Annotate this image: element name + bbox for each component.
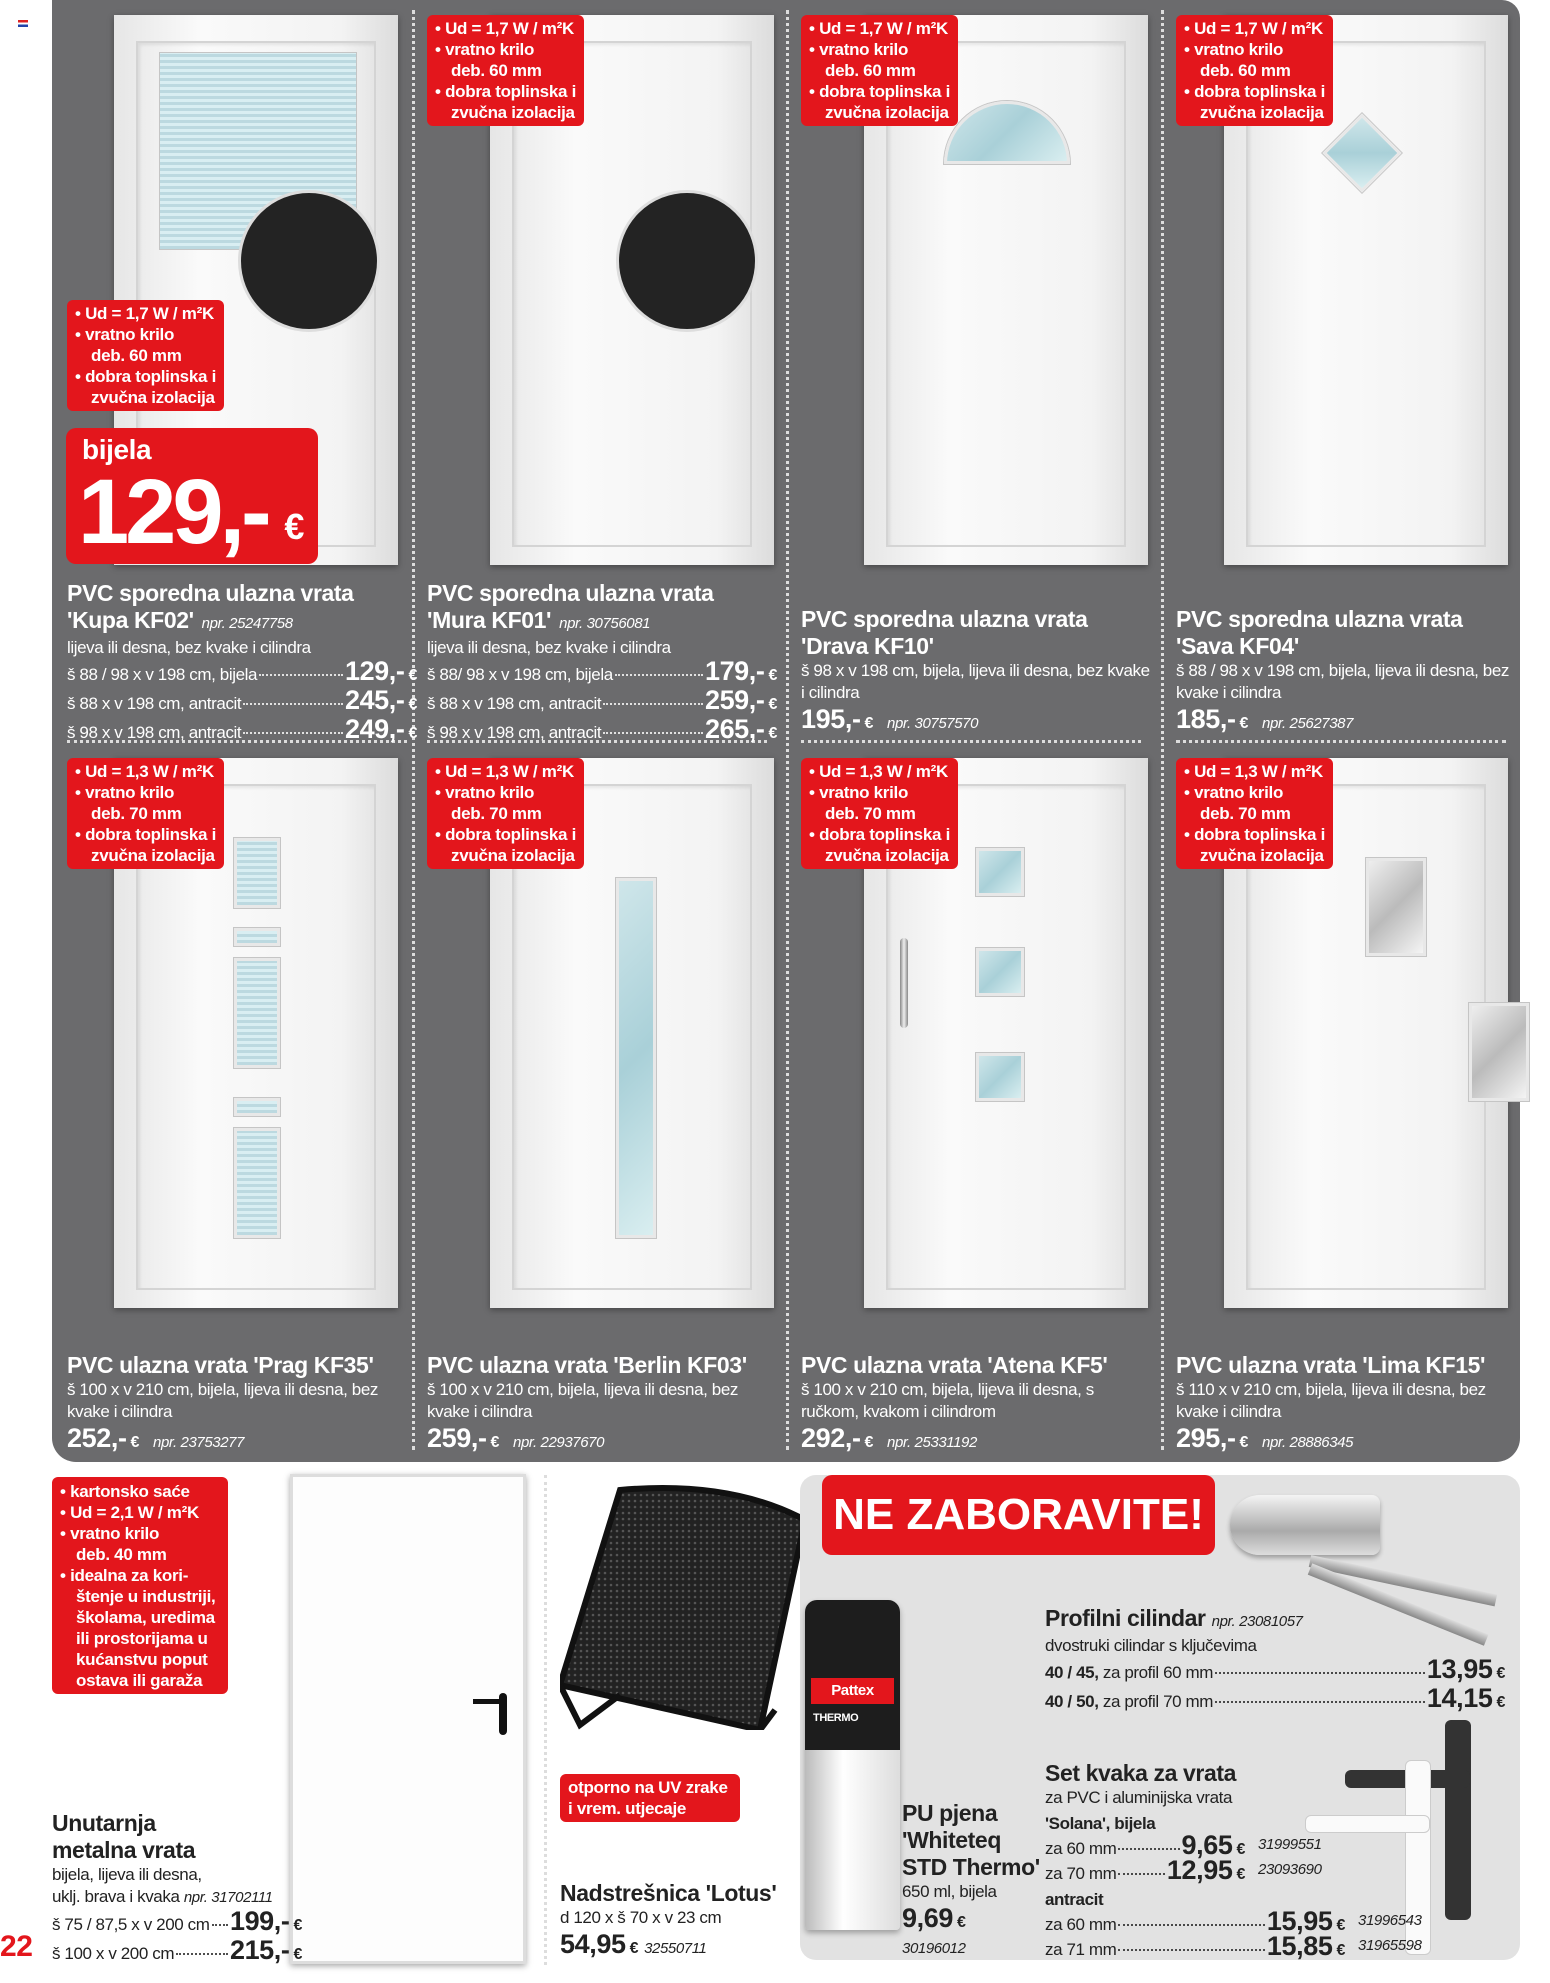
variant-label: š 88 / 98 x v 198 cm, bijela: [67, 665, 258, 684]
badge-line: • dobra toplinska i: [75, 825, 216, 844]
badge-text: vratno krilo: [1194, 40, 1284, 59]
badge-line: • Ud = 1,3 W / m²K: [1184, 762, 1323, 781]
currency: €: [1496, 1694, 1505, 1711]
variant-label: š 75 / 87,5 x v 200 cm: [52, 1915, 210, 1934]
badge-line: • vratno krilo: [75, 783, 175, 802]
badge-text: ili prostorijama u: [76, 1629, 208, 1648]
currency: €: [408, 696, 417, 713]
badge-text: dobra toplinska i: [445, 82, 576, 101]
currency: €: [1239, 715, 1249, 732]
badge-text: dobra toplinska i: [85, 367, 216, 386]
badge-text: deb. 70 mm: [91, 804, 182, 823]
product-title: Unutarnja: [52, 1810, 156, 1836]
product-code: npr. 30757570: [887, 715, 979, 732]
product-price: 185,-: [1176, 704, 1236, 734]
badge-text: Ud = 1,3 W / m²K: [445, 762, 574, 781]
badge-line: [809, 60, 950, 81]
badge-line: • Ud = 1,3 W / m²K: [75, 762, 214, 781]
product-info: [1176, 606, 1526, 739]
badge-text: dobra toplinska i: [1194, 825, 1325, 844]
badge-text: zvučna izolacija: [825, 846, 949, 865]
price-tag-currency: €: [284, 506, 304, 547]
badge-line: • dobra toplinska i: [435, 82, 576, 101]
variant-label: za 71 mm: [1045, 1940, 1117, 1959]
currency: €: [293, 1946, 302, 1963]
badge-text: vratno krilo: [85, 325, 175, 344]
product-desc: dvostruki cilindar s ključevima: [1045, 1636, 1257, 1655]
product-code: 30196012: [902, 1940, 966, 1957]
product-code: npr. 30756081: [559, 615, 651, 632]
product-title: PVC sporedna ulazna vrata: [67, 580, 354, 606]
product-desc: lijeva ili desna, bez kvake i cilindra: [67, 638, 311, 657]
variant-label: za profil 60 mm: [1098, 1663, 1214, 1682]
product-desc: 650 ml, bijela: [902, 1882, 997, 1901]
variant-label: š 88/ 98 x v 198 cm, bijela: [427, 665, 613, 684]
badge-text: vratno krilo: [445, 783, 535, 802]
foam-can-image: [805, 1600, 900, 1930]
badge-line: • dobra toplinska i: [1184, 825, 1325, 844]
price-tag-value: 129,-: [78, 461, 268, 563]
featured-price-tag: [66, 428, 318, 564]
product-code: npr. 25247758: [201, 615, 293, 632]
badge-line: • vratno krilo: [809, 783, 909, 802]
variant-row: [67, 685, 417, 717]
product-desc: d 120 x š 70 x v 23 cm: [560, 1908, 722, 1927]
badge-text: Ud = 1,7 W / m²K: [445, 19, 574, 38]
badge-line: • idealna za kori-: [60, 1566, 189, 1585]
product-title: Nadstrešnica 'Lotus': [560, 1880, 777, 1906]
badge-text: dobra toplinska i: [85, 825, 216, 844]
currency: €: [408, 667, 417, 684]
variant-row: [427, 685, 777, 717]
variant-row: [67, 714, 417, 746]
product-title: PVC sporedna ulazna vrata: [801, 606, 1088, 632]
badge-text: vratno krilo: [70, 1524, 160, 1543]
product-code: npr. 28886345: [1262, 1434, 1354, 1451]
product-title: 'Kupa KF02': [67, 607, 194, 633]
badge-line: [435, 102, 576, 123]
badge-line: [75, 345, 216, 366]
variant-price: 179,-: [704, 656, 765, 686]
product-title: PVC ulazna vrata 'Berlin KF03': [427, 1352, 747, 1378]
product-price: 295,-: [1176, 1423, 1236, 1453]
badge-text: deb. 70 mm: [1200, 804, 1291, 823]
product-info: [67, 1352, 417, 1458]
features-badge: [427, 15, 584, 126]
currency: €: [1496, 1665, 1505, 1682]
product-desc: lijeva ili desna, bez kvake i cilindra: [427, 638, 671, 657]
variant-label: š 100 x v 200 cm: [52, 1944, 175, 1963]
currency: €: [1336, 1942, 1345, 1959]
features-badge: [801, 15, 958, 126]
product-price: 252,-: [67, 1423, 127, 1453]
badge-line: [75, 845, 216, 866]
product-code: npr. 23753277: [153, 1434, 245, 1451]
features-badge: [67, 300, 224, 411]
badge-text: vratno krilo: [445, 40, 535, 59]
cylinder-image: [1230, 1485, 1510, 1625]
currency: €: [768, 696, 777, 713]
product-title: 'Mura KF01': [427, 607, 552, 633]
product-info: [427, 580, 777, 746]
reminder-banner: NE ZABORAVITE!: [822, 1475, 1215, 1555]
badge-line: • vratno krilo: [75, 325, 175, 344]
variant-label: š 98 x v 198 cm, antracit: [67, 723, 242, 742]
badge-text: ostava ili garaža: [76, 1671, 203, 1690]
canopy-image: [560, 1480, 800, 1710]
page-number: 22: [0, 1930, 33, 1963]
product-info: [1176, 1352, 1526, 1458]
product-info: [67, 580, 417, 746]
features-badge: [427, 758, 584, 869]
badge-text: dobra toplinska i: [819, 82, 950, 101]
badge-text: deb. 60 mm: [451, 61, 542, 80]
badge-line: • Ud = 1,7 W / m²K: [809, 19, 948, 38]
badge-line: [1184, 102, 1325, 123]
canopy-info: [560, 1880, 800, 1964]
variant-row: [427, 714, 777, 746]
badge-text: zvučna izolacija: [451, 846, 575, 865]
badge-text: zvučna izolacija: [825, 103, 949, 122]
badge-text: vratno krilo: [1194, 783, 1284, 802]
handle-set-info: [1045, 1760, 1422, 1961]
product-code: 23093690: [1258, 1861, 1322, 1878]
door-handle-icon: [900, 938, 908, 1028]
variant-price: 259,-: [704, 685, 765, 715]
product-desc: š 110 x v 210 cm, bijela, lijeva ili desna, bez kvake i cilindra: [1176, 1380, 1486, 1421]
badge-line: • dobra toplinska i: [435, 825, 576, 844]
variant-price: 14,15: [1426, 1683, 1493, 1713]
badge-line: [60, 1544, 220, 1565]
variant-price: 15,95: [1266, 1906, 1333, 1936]
variant-price: 129,-: [344, 656, 405, 686]
badge-line: • Ud = 1,7 W / m²K: [435, 19, 574, 38]
badge-line: • vratno krilo: [435, 40, 535, 59]
variant-row: [1045, 1855, 1322, 1885]
badge-text: Ud = 1,3 W / m²K: [85, 762, 214, 781]
features-badge: [1176, 758, 1333, 869]
badge-text: zvučna izolacija: [1200, 103, 1324, 122]
product-code: npr. 22937670: [513, 1434, 605, 1451]
badge-text: zvučna izolacija: [1200, 846, 1324, 865]
badge-line: • dobra toplinska i: [809, 825, 950, 844]
currency: €: [629, 1940, 639, 1957]
badge-line: otporno na UV zrake: [568, 1778, 728, 1797]
badge-line: • dobra toplinska i: [809, 82, 950, 101]
badge-text: zvučna izolacija: [451, 103, 575, 122]
variant-row: [67, 656, 417, 688]
product-title: 'Sava KF04': [1176, 633, 1299, 659]
product-price: 292,-: [801, 1423, 861, 1453]
metal-door-features-badge: [52, 1477, 228, 1694]
badge-text: Ud = 1,3 W / m²K: [1194, 762, 1323, 781]
badge-line: [75, 387, 216, 408]
product-desc: uklj. brava i kvaka: [52, 1887, 180, 1906]
badge-text: vratno krilo: [819, 40, 909, 59]
badge-text: dobra toplinska i: [445, 825, 576, 844]
badge-line: • dobra toplinska i: [75, 367, 216, 386]
badge-line: [60, 1628, 220, 1649]
product-title: PVC ulazna vrata 'Prag KF35': [67, 1352, 374, 1378]
product-code: 31999551: [1258, 1836, 1322, 1853]
variant-row: [52, 1906, 302, 1938]
badge-text: Ud = 1,7 W / m²K: [819, 19, 948, 38]
product-desc: š 100 x v 210 cm, bijela, lijeva ili desna, bez kvake i cilindra: [67, 1380, 378, 1421]
product-title: 'Drava KF10': [801, 633, 934, 659]
badge-text: vratno krilo: [85, 783, 175, 802]
currency: €: [864, 1434, 874, 1451]
badge-line: [60, 1586, 220, 1607]
product-code: 31965598: [1358, 1937, 1422, 1954]
variant-size: 40 / 50,: [1045, 1692, 1099, 1711]
badge-text: Ud = 1,7 W / m²K: [85, 304, 214, 323]
product-info: [427, 1352, 777, 1458]
product-desc: bijela, lijeva ili desna,: [52, 1865, 202, 1884]
currency: €: [1336, 1917, 1345, 1934]
badge-line: [60, 1670, 220, 1691]
currency: €: [768, 667, 777, 684]
badge-text: deb. 40 mm: [76, 1545, 167, 1564]
product-title: Profilni cilindar: [1045, 1605, 1206, 1631]
foam-info: [902, 1800, 1042, 1960]
badge-line: • vratno krilo: [60, 1524, 160, 1543]
variant-price: 13,95: [1426, 1654, 1493, 1684]
flag-icon: [18, 20, 28, 27]
currency: €: [768, 725, 777, 742]
badge-line: [435, 845, 576, 866]
variant-group: 'Solana', bijela: [1045, 1814, 1156, 1833]
badge-text: vratno krilo: [819, 783, 909, 802]
variant-price: 199,-: [229, 1906, 290, 1936]
variant-price: 249,-: [344, 714, 405, 744]
badge-text: školama, uredima: [76, 1608, 215, 1627]
badge-line: [60, 1649, 220, 1670]
badge-text: kućanstvu poput: [76, 1650, 208, 1669]
badge-text: deb. 60 mm: [825, 61, 916, 80]
badge-text: kartonsko saće: [70, 1482, 190, 1501]
variant-price: 15,85: [1266, 1931, 1333, 1961]
foam-brand-logo: Pattex: [811, 1678, 894, 1704]
variant-price: 215,-: [229, 1935, 290, 1965]
badge-text: štenje u industriji,: [76, 1587, 216, 1606]
badge-line: [1184, 803, 1325, 824]
variant-row: [1045, 1931, 1422, 1961]
product-desc: za PVC i aluminijska vrata: [1045, 1788, 1233, 1807]
product-code: npr. 31702111: [183, 1889, 273, 1906]
product-code: npr. 23081057: [1211, 1613, 1303, 1630]
variant-group: antracit: [1045, 1890, 1104, 1909]
product-price: 54,95: [560, 1929, 626, 1959]
product-desc: š 100 x v 210 cm, bijela, lijeva ili desna, bez kvake i cilindra: [427, 1380, 738, 1421]
badge-text: dobra toplinska i: [819, 825, 950, 844]
badge-line: i vrem. utjecaje: [568, 1799, 687, 1818]
cylinder-info: [1045, 1605, 1505, 1715]
badge-line: • vratno krilo: [435, 783, 535, 802]
badge-line: [435, 60, 576, 81]
currency: €: [408, 725, 417, 742]
variant-label: za profil 70 mm: [1098, 1692, 1214, 1711]
badge-text: deb. 60 mm: [1200, 61, 1291, 80]
badge-line: • vratno krilo: [1184, 783, 1284, 802]
currency: €: [1236, 1866, 1245, 1883]
variant-price: 245,-: [344, 685, 405, 715]
badge-text: deb. 60 mm: [91, 346, 182, 365]
product-desc: š 98 x v 198 cm, bijela, lijeva ili desna, bez kvake i cilindra: [801, 661, 1150, 702]
variant-price: 265,-: [704, 714, 765, 744]
badge-line: • Ud = 2,1 W / m²K: [60, 1503, 199, 1522]
product-title: PVC sporedna ulazna vrata: [1176, 606, 1463, 632]
badge-line: • Ud = 1,3 W / m²K: [435, 762, 574, 781]
product-desc: š 100 x v 210 cm, bijela, lijeva ili desna, s ručkom, kvakom i cilindrom: [801, 1380, 1094, 1421]
product-info: [801, 606, 1151, 739]
product-title: 'Whiteteq: [902, 1827, 1001, 1853]
product-desc: š 88 / 98 x v 198 cm, bijela, lijeva ili desna, bez kvake i cilindra: [1176, 661, 1510, 702]
variant-label: za 60 mm: [1045, 1915, 1117, 1934]
badge-line: [809, 845, 950, 866]
badge-line: [435, 803, 576, 824]
badge-line: [809, 102, 950, 123]
product-code: npr. 25331192: [887, 1434, 977, 1451]
metal-door-image: [290, 1474, 526, 1964]
product-title: PVC ulazna vrata 'Lima KF15': [1176, 1352, 1486, 1378]
variant-label: š 98 x v 198 cm, antracit: [427, 723, 602, 742]
product-title: metalna vrata: [52, 1837, 196, 1863]
product-title: STD Thermo': [902, 1854, 1040, 1880]
variant-label: za 70 mm: [1045, 1864, 1117, 1883]
badge-text: Ud = 1,7 W / m²K: [1194, 19, 1323, 38]
badge-line: • Ud = 1,3 W / m²K: [809, 762, 948, 781]
variant-label: š 88 x v 198 cm, antracit: [67, 694, 242, 713]
badge-text: deb. 70 mm: [825, 804, 916, 823]
badge-text: idealna za kori-: [70, 1566, 189, 1585]
variant-size: 40 / 45,: [1045, 1663, 1099, 1682]
badge-line: • Ud = 1,7 W / m²K: [1184, 19, 1323, 38]
variant-price: 12,95: [1166, 1855, 1233, 1885]
currency: €: [130, 1434, 140, 1451]
badge-line: • dobra toplinska i: [1184, 82, 1325, 101]
product-code: 31996543: [1358, 1912, 1422, 1929]
variant-price: 9,65: [1181, 1830, 1233, 1860]
metal-door-info: [52, 1810, 302, 1967]
badge-line: • vratno krilo: [809, 40, 909, 59]
variant-row: [52, 1935, 302, 1967]
door-lever: [473, 1699, 503, 1704]
features-badge: [67, 758, 224, 869]
variant-row: [1045, 1654, 1505, 1686]
badge-text: Ud = 2,1 W / m²K: [70, 1503, 199, 1522]
variant-label: za 60 mm: [1045, 1839, 1117, 1858]
currency: €: [956, 1914, 966, 1931]
badge-line: • vratno krilo: [1184, 40, 1284, 59]
product-price: 9,69: [902, 1903, 953, 1933]
product-info: [801, 1352, 1151, 1458]
badge-line: [1184, 845, 1325, 866]
badge-text: dobra toplinska i: [1194, 82, 1325, 101]
canopy-badge: [560, 1774, 740, 1822]
badge-text: Ud = 1,3 W / m²K: [819, 762, 948, 781]
badge-line: • kartonsko saće: [60, 1482, 190, 1501]
foam-label: THERMO: [813, 1712, 859, 1724]
badge-line: [60, 1607, 220, 1628]
badge-text: zvučna izolacija: [91, 846, 215, 865]
product-title: PVC sporedna ulazna vrata: [427, 580, 714, 606]
badge-line: [75, 803, 216, 824]
currency: €: [1239, 1434, 1249, 1451]
product-title: PU pjena: [902, 1800, 998, 1826]
badge-text: deb. 70 mm: [451, 804, 542, 823]
features-badge: [801, 758, 958, 869]
product-price: 195,-: [801, 704, 861, 734]
product-code: 32550711: [644, 1940, 707, 1957]
variant-label: š 88 x v 198 cm, antracit: [427, 694, 602, 713]
features-badge: [1176, 15, 1333, 126]
variant-row: [427, 656, 777, 688]
product-price: 259,-: [427, 1423, 487, 1453]
product-code: npr. 25627387: [1262, 715, 1354, 732]
currency: €: [293, 1917, 302, 1934]
price-tag-color: bijela: [82, 434, 152, 465]
currency: €: [490, 1434, 500, 1451]
product-title: Set kvaka za vrata: [1045, 1760, 1236, 1786]
badge-text: zvučna izolacija: [91, 388, 215, 407]
badge-line: [1184, 60, 1325, 81]
currency: €: [864, 715, 874, 732]
currency: €: [1236, 1841, 1245, 1858]
badge-line: [809, 803, 950, 824]
badge-line: • Ud = 1,7 W / m²K: [75, 304, 214, 323]
product-title: PVC ulazna vrata 'Atena KF5': [801, 1352, 1108, 1378]
